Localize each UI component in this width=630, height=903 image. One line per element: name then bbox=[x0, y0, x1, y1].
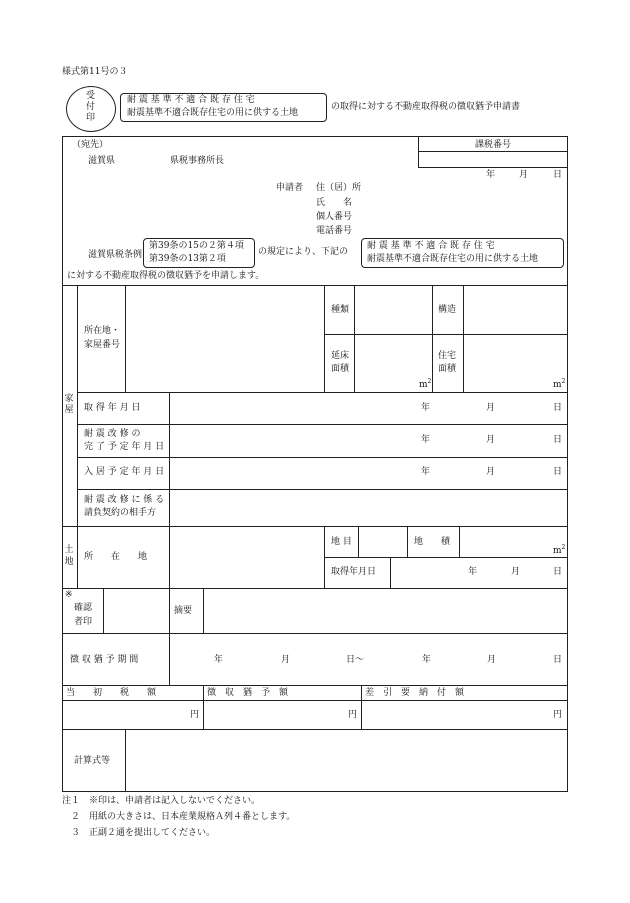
original-tax-label: 当 初 税 額 bbox=[66, 688, 157, 698]
ordinance-article-1: 第39条の15の２第４項 bbox=[149, 241, 244, 251]
summary-label-right-line bbox=[203, 588, 204, 633]
house-structure-field[interactable] bbox=[465, 287, 566, 332]
deferral-to-day: 日 bbox=[553, 655, 563, 665]
land-acq-date-line bbox=[390, 557, 391, 588]
move-in-date-label: 入 居 予 定 年 月 日 bbox=[84, 467, 165, 477]
title-brace-line-2: 耐震基準不適合既存住宅の用に供する土地 bbox=[127, 108, 299, 118]
retrofit-completion-label-1: 耐 震 改 修 の bbox=[84, 429, 141, 439]
stamp-char-1: 受 bbox=[86, 91, 96, 101]
amount-col-line-1 bbox=[203, 685, 204, 729]
floor-area-unit: $m^2$ bbox=[419, 378, 432, 390]
net-payable-label: 差 引 要 納 付 額 bbox=[365, 688, 465, 698]
deferral-label-line bbox=[169, 633, 170, 685]
land-location-label-line bbox=[169, 526, 170, 588]
prefecture: 滋賀県 bbox=[88, 156, 116, 166]
deferral-amount-field[interactable] bbox=[205, 702, 359, 727]
house-type-label: 種類 bbox=[331, 305, 350, 315]
calculation-field[interactable] bbox=[127, 731, 566, 790]
calculation-label: 計算式等 bbox=[74, 756, 111, 766]
office-use-mark: ※ bbox=[65, 590, 73, 600]
retrofit-completion-label-2: 完 了 予 定 年 月 日 bbox=[84, 442, 165, 452]
land-section-label-2: 地 bbox=[64, 557, 74, 567]
amounts-bottom-line bbox=[62, 729, 568, 730]
date-year: 年 bbox=[486, 170, 496, 180]
summary-field[interactable] bbox=[205, 590, 566, 631]
applicant-name-label: 氏 名 bbox=[316, 198, 353, 208]
house-type-row-line bbox=[324, 334, 568, 335]
land-category-line-1 bbox=[358, 526, 359, 557]
deferral-amount-label: 徴 収 猶 予 額 bbox=[207, 688, 289, 698]
house-acq-day: 日 bbox=[553, 403, 563, 413]
deferral-period-field[interactable] bbox=[171, 635, 566, 683]
retrofit-year: 年 bbox=[421, 435, 431, 445]
stamp-char-3: 印 bbox=[86, 113, 96, 123]
house-type-col-line-4 bbox=[463, 285, 464, 392]
title-brace-line-1: 耐 震 基 準 不 適 合 既 存 住 宅 bbox=[127, 95, 255, 105]
retrofit-day: 日 bbox=[553, 435, 563, 445]
confirmer-line bbox=[103, 588, 104, 633]
deferral-from-day: 日〜 bbox=[346, 655, 365, 665]
stamp-char-2: 付 bbox=[86, 102, 96, 112]
house-location-field[interactable] bbox=[127, 287, 322, 390]
land-category-label: 地 目 bbox=[331, 537, 352, 547]
deferral-to-year: 年 bbox=[422, 655, 432, 665]
house-acq-month: 月 bbox=[486, 403, 496, 413]
deferral-period-label: 徴 収 猶 予 期 間 bbox=[70, 655, 139, 665]
land-acq-month: 月 bbox=[511, 567, 521, 577]
contractor-label-1: 耐 震 改 修 に 係 る bbox=[84, 495, 165, 505]
addressee: （宛先） bbox=[72, 140, 109, 150]
net-payable-field[interactable] bbox=[363, 702, 566, 727]
acquisition-date-top-line bbox=[77, 392, 568, 393]
land-location-label: 所 在 地 bbox=[84, 552, 148, 562]
land-acq-day: 日 bbox=[553, 567, 563, 577]
house-section-label-1: 家 bbox=[64, 394, 74, 404]
deferral-to-month: 月 bbox=[487, 655, 497, 665]
calculation-label-line bbox=[125, 729, 126, 792]
tax-number-header-line bbox=[418, 151, 568, 152]
house-section-label-2: 屋 bbox=[64, 405, 74, 415]
deferral-amount-yen: 円 bbox=[348, 710, 358, 720]
ordinance-article-2: 第39条の13第２項 bbox=[149, 254, 226, 264]
land-area-label: 地 積 bbox=[414, 537, 451, 547]
land-section-label-1: 土 bbox=[64, 545, 74, 555]
office-use-top-line bbox=[62, 588, 568, 589]
note-2: ２ 用紙の大きさは、日本産業規格Ａ列４番とします。 bbox=[62, 812, 296, 822]
land-acquisition-date-field[interactable] bbox=[392, 559, 566, 586]
land-category-field[interactable] bbox=[360, 528, 405, 555]
house-acquisition-date-field[interactable] bbox=[171, 394, 566, 422]
applicant-personal-number-label: 個人番号 bbox=[316, 212, 353, 222]
residential-area-label-1: 住宅 bbox=[438, 351, 457, 361]
statement-object-line-2: 耐震基準不適合既存住宅の用に供する土地 bbox=[367, 254, 539, 264]
house-type-col-line-3 bbox=[432, 285, 433, 392]
land-label-column-line bbox=[77, 526, 78, 588]
amounts-top-line bbox=[62, 685, 568, 686]
original-tax-yen: 円 bbox=[190, 710, 200, 720]
confirmer-label-1: 確認 bbox=[74, 603, 93, 613]
title-suffix: の取得に対する不動産取得税の徴収猶予申請書 bbox=[331, 102, 521, 112]
land-category-line-2 bbox=[407, 526, 408, 557]
land-acq-year: 年 bbox=[468, 567, 478, 577]
contractor-top-line bbox=[77, 489, 568, 490]
house-type-col-line-1 bbox=[324, 285, 325, 392]
land-area-line bbox=[459, 526, 460, 557]
residential-area-label-2: 面積 bbox=[438, 364, 457, 374]
retrofit-month: 月 bbox=[486, 435, 496, 445]
form-number: 様式第11号の３ bbox=[62, 67, 128, 77]
tax-number-divider bbox=[418, 136, 419, 168]
floor-area-label-1: 延床 bbox=[331, 351, 350, 361]
land-mid-row-line bbox=[324, 557, 568, 558]
tax-office-head: 県税事務所長 bbox=[170, 156, 225, 166]
date-day: 日 bbox=[553, 170, 563, 180]
applicant-label: 申請者 bbox=[276, 183, 304, 193]
retrofit-completion-date-field[interactable] bbox=[171, 426, 566, 455]
land-area-unit: $m^2$ bbox=[553, 544, 566, 556]
land-area-field[interactable] bbox=[461, 528, 566, 555]
residential-area-unit: $m^2$ bbox=[553, 378, 566, 390]
house-type-col-line-2 bbox=[354, 285, 355, 392]
original-tax-field[interactable] bbox=[64, 702, 201, 727]
tax-number-bottom-line bbox=[418, 167, 568, 168]
contractor-field[interactable] bbox=[171, 491, 566, 524]
house-section-top-line bbox=[62, 285, 568, 286]
house-location-label-line bbox=[125, 285, 126, 392]
house-type-field[interactable] bbox=[356, 287, 430, 332]
move-in-month: 月 bbox=[486, 467, 496, 477]
amount-col-line-2 bbox=[361, 685, 362, 729]
house-location-label-1: 所在地・ bbox=[84, 326, 121, 336]
deferral-from-year: 年 bbox=[214, 655, 224, 665]
statement-middle: の規定により、下記の bbox=[258, 247, 349, 257]
statement-object-line-1: 耐 震 基 準 不 適 合 既 存 住 宅 bbox=[367, 241, 495, 251]
note-1: 注１ ※印は、申請者は記入しないでください。 bbox=[62, 796, 261, 806]
applicant-phone-label: 電話番号 bbox=[316, 226, 353, 236]
retrofit-top-line bbox=[77, 424, 568, 425]
statement-tail: に対する不動産取得税の徴収猶予を申請します。 bbox=[67, 271, 265, 281]
land-section-top-line bbox=[62, 526, 568, 527]
house-acquisition-date-label: 取 得 年 月 日 bbox=[84, 403, 141, 413]
move-in-top-line bbox=[77, 457, 568, 458]
house-rows-label-line bbox=[169, 392, 170, 526]
move-in-day: 日 bbox=[553, 467, 563, 477]
contractor-label-2: 請負契約の相手方 bbox=[84, 508, 157, 518]
confirmer-stamp-field[interactable] bbox=[105, 590, 167, 631]
land-location-field[interactable] bbox=[171, 528, 322, 586]
confirmer-label-2: 者印 bbox=[74, 617, 93, 627]
date-month: 月 bbox=[519, 170, 529, 180]
note-3: ３ 正副２通を提出してください。 bbox=[62, 828, 216, 838]
summary-label-left-line bbox=[169, 588, 170, 633]
house-structure-label: 構造 bbox=[438, 305, 457, 315]
residential-area-field[interactable] bbox=[465, 336, 566, 390]
deferral-top-line bbox=[62, 633, 568, 634]
tax-number-label: 課税番号 bbox=[475, 140, 512, 150]
amounts-header-line bbox=[62, 700, 568, 701]
floor-area-label-2: 面積 bbox=[331, 364, 350, 374]
ordinance-name: 滋賀県税条例 bbox=[88, 250, 143, 260]
summary-label: 摘要 bbox=[174, 606, 193, 616]
land-acquisition-date-label: 取得年月日 bbox=[331, 567, 377, 577]
deferral-from-month: 月 bbox=[281, 655, 291, 665]
move-in-date-field[interactable] bbox=[171, 459, 566, 487]
house-location-label-2: 家屋番号 bbox=[84, 340, 121, 350]
move-in-year: 年 bbox=[421, 467, 431, 477]
tax-number-field[interactable] bbox=[420, 153, 566, 166]
net-payable-yen: 円 bbox=[553, 710, 563, 720]
applicant-address-label: 住（居）所 bbox=[316, 183, 362, 193]
house-acq-year: 年 bbox=[421, 403, 431, 413]
